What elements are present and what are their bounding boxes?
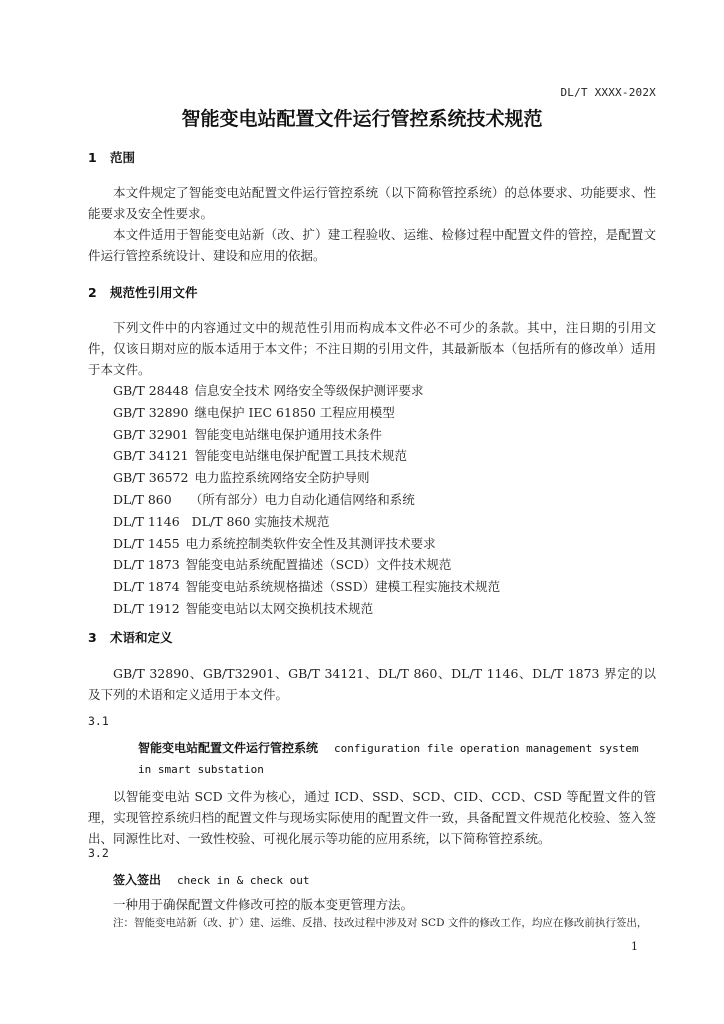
reference-name: DL/T 860 实施技术规范 (191, 513, 330, 529)
reference-name: （所有部分）电力自动化通信网络和系统 (189, 491, 415, 507)
term-english: configuration file operation management system in smart substation (138, 742, 639, 776)
reference-name: 电力监控系统网络安全防护导则 (194, 470, 370, 486)
scope-paragraph-1: 本文件规定了智能变电站配置文件运行管控系统（以下简称管控系统）的总体要求、功能要求、性能要求及安全性要求。 (88, 185, 656, 221)
reference-code: DL/T 1873 (113, 557, 180, 573)
reference-name: 智能变电站系统配置描述（SCD）文件技术规范 (185, 557, 452, 573)
reference-item (113, 489, 500, 511)
reference-name: 智能变电站以太网交换机技术规范 (185, 600, 374, 616)
term-definition: 以智能变电站 SCD 文件为核心，通过 ICD、SSD、SCD、CID、CCD、CSD 等配置文件的管理，实现管控系统归档的配置文件与现场实际使用的配置文件一致，具备配置文件规范化校验、签入签出、同源性比对、一致性校验、可视化展示等功能的应用系统，以下简称管控系统。 (88, 789, 656, 846)
reference-item (113, 554, 500, 576)
reference-code: GB/T 32901 (113, 426, 189, 442)
reference-name: 继电保护 IEC 61850 工程应用模型 (194, 404, 395, 420)
section-number: 1 (88, 150, 97, 165)
term-english: check in & check out (177, 874, 310, 887)
reference-item (113, 402, 500, 424)
reference-code: DL/T 1874 (113, 579, 180, 595)
section-title: 规范性引用文件 (110, 285, 198, 300)
reference-name: 智能变电站系统规格描述（SSD）建模工程实施技术规范 (185, 579, 501, 595)
reference-name: 智能变电站继电保护配置工具技术规范 (194, 448, 407, 464)
page-number: 1 (631, 940, 638, 953)
section-title: 术语和定义 (110, 630, 173, 645)
reference-code: DL/T 1146 (113, 513, 180, 529)
reference-code: GB/T 28448 (113, 383, 189, 398)
reference-item (113, 424, 500, 446)
reference-name: 信息安全技术 网络安全等级保护测评要求 (194, 383, 424, 398)
reference-code: DL/T 1455 (113, 535, 180, 551)
terms-intro: GB/T 32890、GB/T32901、GB/T 34121、DL/T 860、DL/T 1146、DL/T 1873 界定的以及下列的术语和定义适用于本文件。 (88, 666, 656, 702)
section-heading-terms (88, 628, 173, 646)
reference-list (113, 380, 500, 620)
term-entry (113, 870, 658, 891)
document-title: 智能变电站配置文件运行管控系统技术规范 (181, 108, 543, 130)
term-number: 3.2 (88, 846, 109, 860)
reference-item (113, 533, 500, 555)
term-number: 3.1 (88, 714, 109, 728)
reference-item (113, 445, 500, 467)
reference-code: DL/T 860 (113, 491, 172, 507)
document-number: DL/T XXXX-202X (560, 86, 656, 99)
scope-paragraph-2: 本文件适用于智能变电站新（改、扩）建工程验收、运维、检修过程中配置文件的管控，是配置文件运行管控系统设计、建设和应用的依据。 (88, 227, 656, 263)
section-number: 2 (88, 285, 97, 300)
reference-item (113, 598, 500, 620)
reference-code: GB/T 34121 (113, 448, 189, 464)
reference-code: DL/T 1912 (113, 600, 180, 616)
section-heading-normative-references (88, 283, 198, 301)
term-definition: 一种用于确保配置文件修改可控的版本变更管理方法。 (113, 897, 414, 912)
section-title: 范围 (110, 150, 136, 165)
normative-intro: 下列文件中的内容通过文中的规范性引用而构成本文件必不可少的条款。其中，注日期的引用文件，仅该日期对应的版本适用于本文件；不注日期的引用文件，其最新版本（包括所有的修改单）适用于本文件。 (88, 320, 656, 377)
reference-item (113, 511, 500, 533)
reference-code: GB/T 36572 (113, 470, 189, 486)
reference-code: GB/T 32890 (113, 404, 189, 420)
reference-name: 电力系统控制类软件安全性及其测评技术要求 (185, 535, 436, 551)
reference-name: 智能变电站继电保护通用技术条件 (194, 426, 382, 442)
term-chinese: 签入签出 (113, 873, 162, 887)
term-entry (138, 738, 658, 780)
reference-item (113, 467, 500, 489)
term-chinese: 智能变电站配置文件运行管控系统 (138, 741, 319, 755)
section-heading-scope (88, 148, 135, 166)
reference-item (113, 576, 500, 598)
reference-item (113, 380, 500, 402)
term-note: 注：智能变电站新（改、扩）建、运维、反措、技改过程中涉及对 SCD 文件的修改工作，均应在修改前执行签出， (113, 917, 648, 929)
section-number: 3 (88, 630, 97, 645)
